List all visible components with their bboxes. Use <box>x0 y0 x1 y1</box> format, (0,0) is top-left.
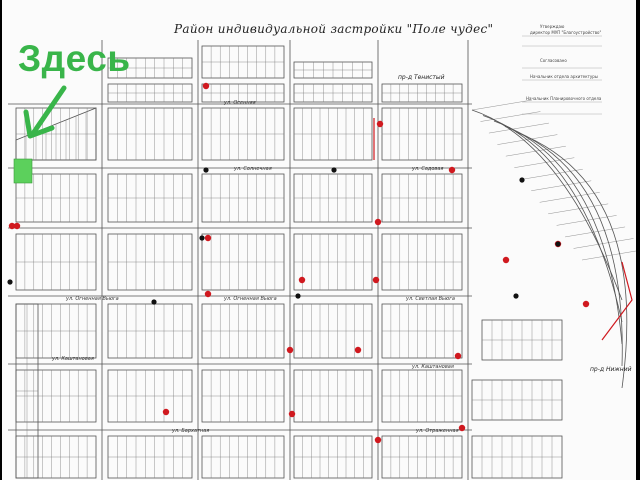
street-label-3: ул. Садовая <box>412 166 444 172</box>
black-hydrant-icon <box>151 299 156 304</box>
red-hydrant-icon <box>205 235 211 241</box>
black-hydrant-icon <box>295 293 300 298</box>
red-hydrant-icon <box>449 167 455 173</box>
street-label-4: ул. Огненная Вьюга <box>66 296 119 302</box>
black-hydrant-icon <box>519 177 524 182</box>
red-hydrant-icon <box>299 277 305 283</box>
passage-label-bottom: пр-д Нижний <box>590 366 632 373</box>
black-hydrant-icon <box>331 167 336 172</box>
street-label-7: ул. Бархатная <box>172 428 210 434</box>
street-label-5: ул. Светлая Вьюга <box>406 296 455 302</box>
map-sheet <box>2 0 636 480</box>
passage-label-top: пр-д Тенистый <box>398 74 445 81</box>
street-label-8: ул. Отраженная <box>416 428 459 434</box>
curved-streets <box>472 110 627 388</box>
arrow-pointer-icon <box>26 88 64 136</box>
approval-line-4: Начальник отдела архитектуры <box>530 74 598 79</box>
highlighted-plot[interactable] <box>14 159 32 183</box>
hydrant-markers <box>7 83 632 443</box>
street-label-1: ул. Осенняя <box>224 100 256 106</box>
street-grid <box>8 40 562 480</box>
black-hydrant-icon <box>203 167 208 172</box>
red-hydrant-icon <box>503 257 509 263</box>
here-marker-label: Здесь <box>18 38 131 79</box>
red-hydrant-icon <box>377 121 383 127</box>
approval-line-2: директор МУП "Благоустройство" <box>530 30 602 35</box>
plot-grid <box>16 46 636 478</box>
black-hydrant-icon <box>7 279 12 284</box>
approval-line-5: Начальник Планировочного отдела <box>526 96 602 101</box>
black-hydrant-icon <box>555 241 560 246</box>
red-hydrant-icon <box>163 409 169 415</box>
approval-line-3: Согласовано <box>540 58 567 63</box>
red-hydrant-icon <box>375 437 381 443</box>
street-label-6b: ул. Каштановая <box>412 364 454 370</box>
red-hydrant-icon <box>287 347 293 353</box>
black-hydrant-icon <box>199 235 204 240</box>
red-hydrant-icon <box>289 411 295 417</box>
red-hydrant-icon <box>203 83 209 89</box>
map-title: Район индивидуальной застройки "Поле чудес" <box>174 22 494 36</box>
black-hydrant-icon <box>513 293 518 298</box>
red-hydrant-icon <box>455 353 461 359</box>
street-label-6: ул. Каштановая <box>52 356 94 362</box>
red-hydrant-icon <box>459 425 465 431</box>
red-hydrant-icon <box>205 291 211 297</box>
red-hydrant-icon <box>14 223 20 229</box>
street-label-4b: ул. Огненная Вьюга <box>224 296 277 302</box>
approval-line-1: Утверждаю <box>540 24 565 29</box>
red-hydrant-icon <box>583 301 589 307</box>
red-hydrant-icon <box>373 277 379 283</box>
red-hydrant-icon <box>375 219 381 225</box>
red-hydrant-icon <box>355 347 361 353</box>
street-label-2: ул. Солнечная <box>234 166 272 172</box>
